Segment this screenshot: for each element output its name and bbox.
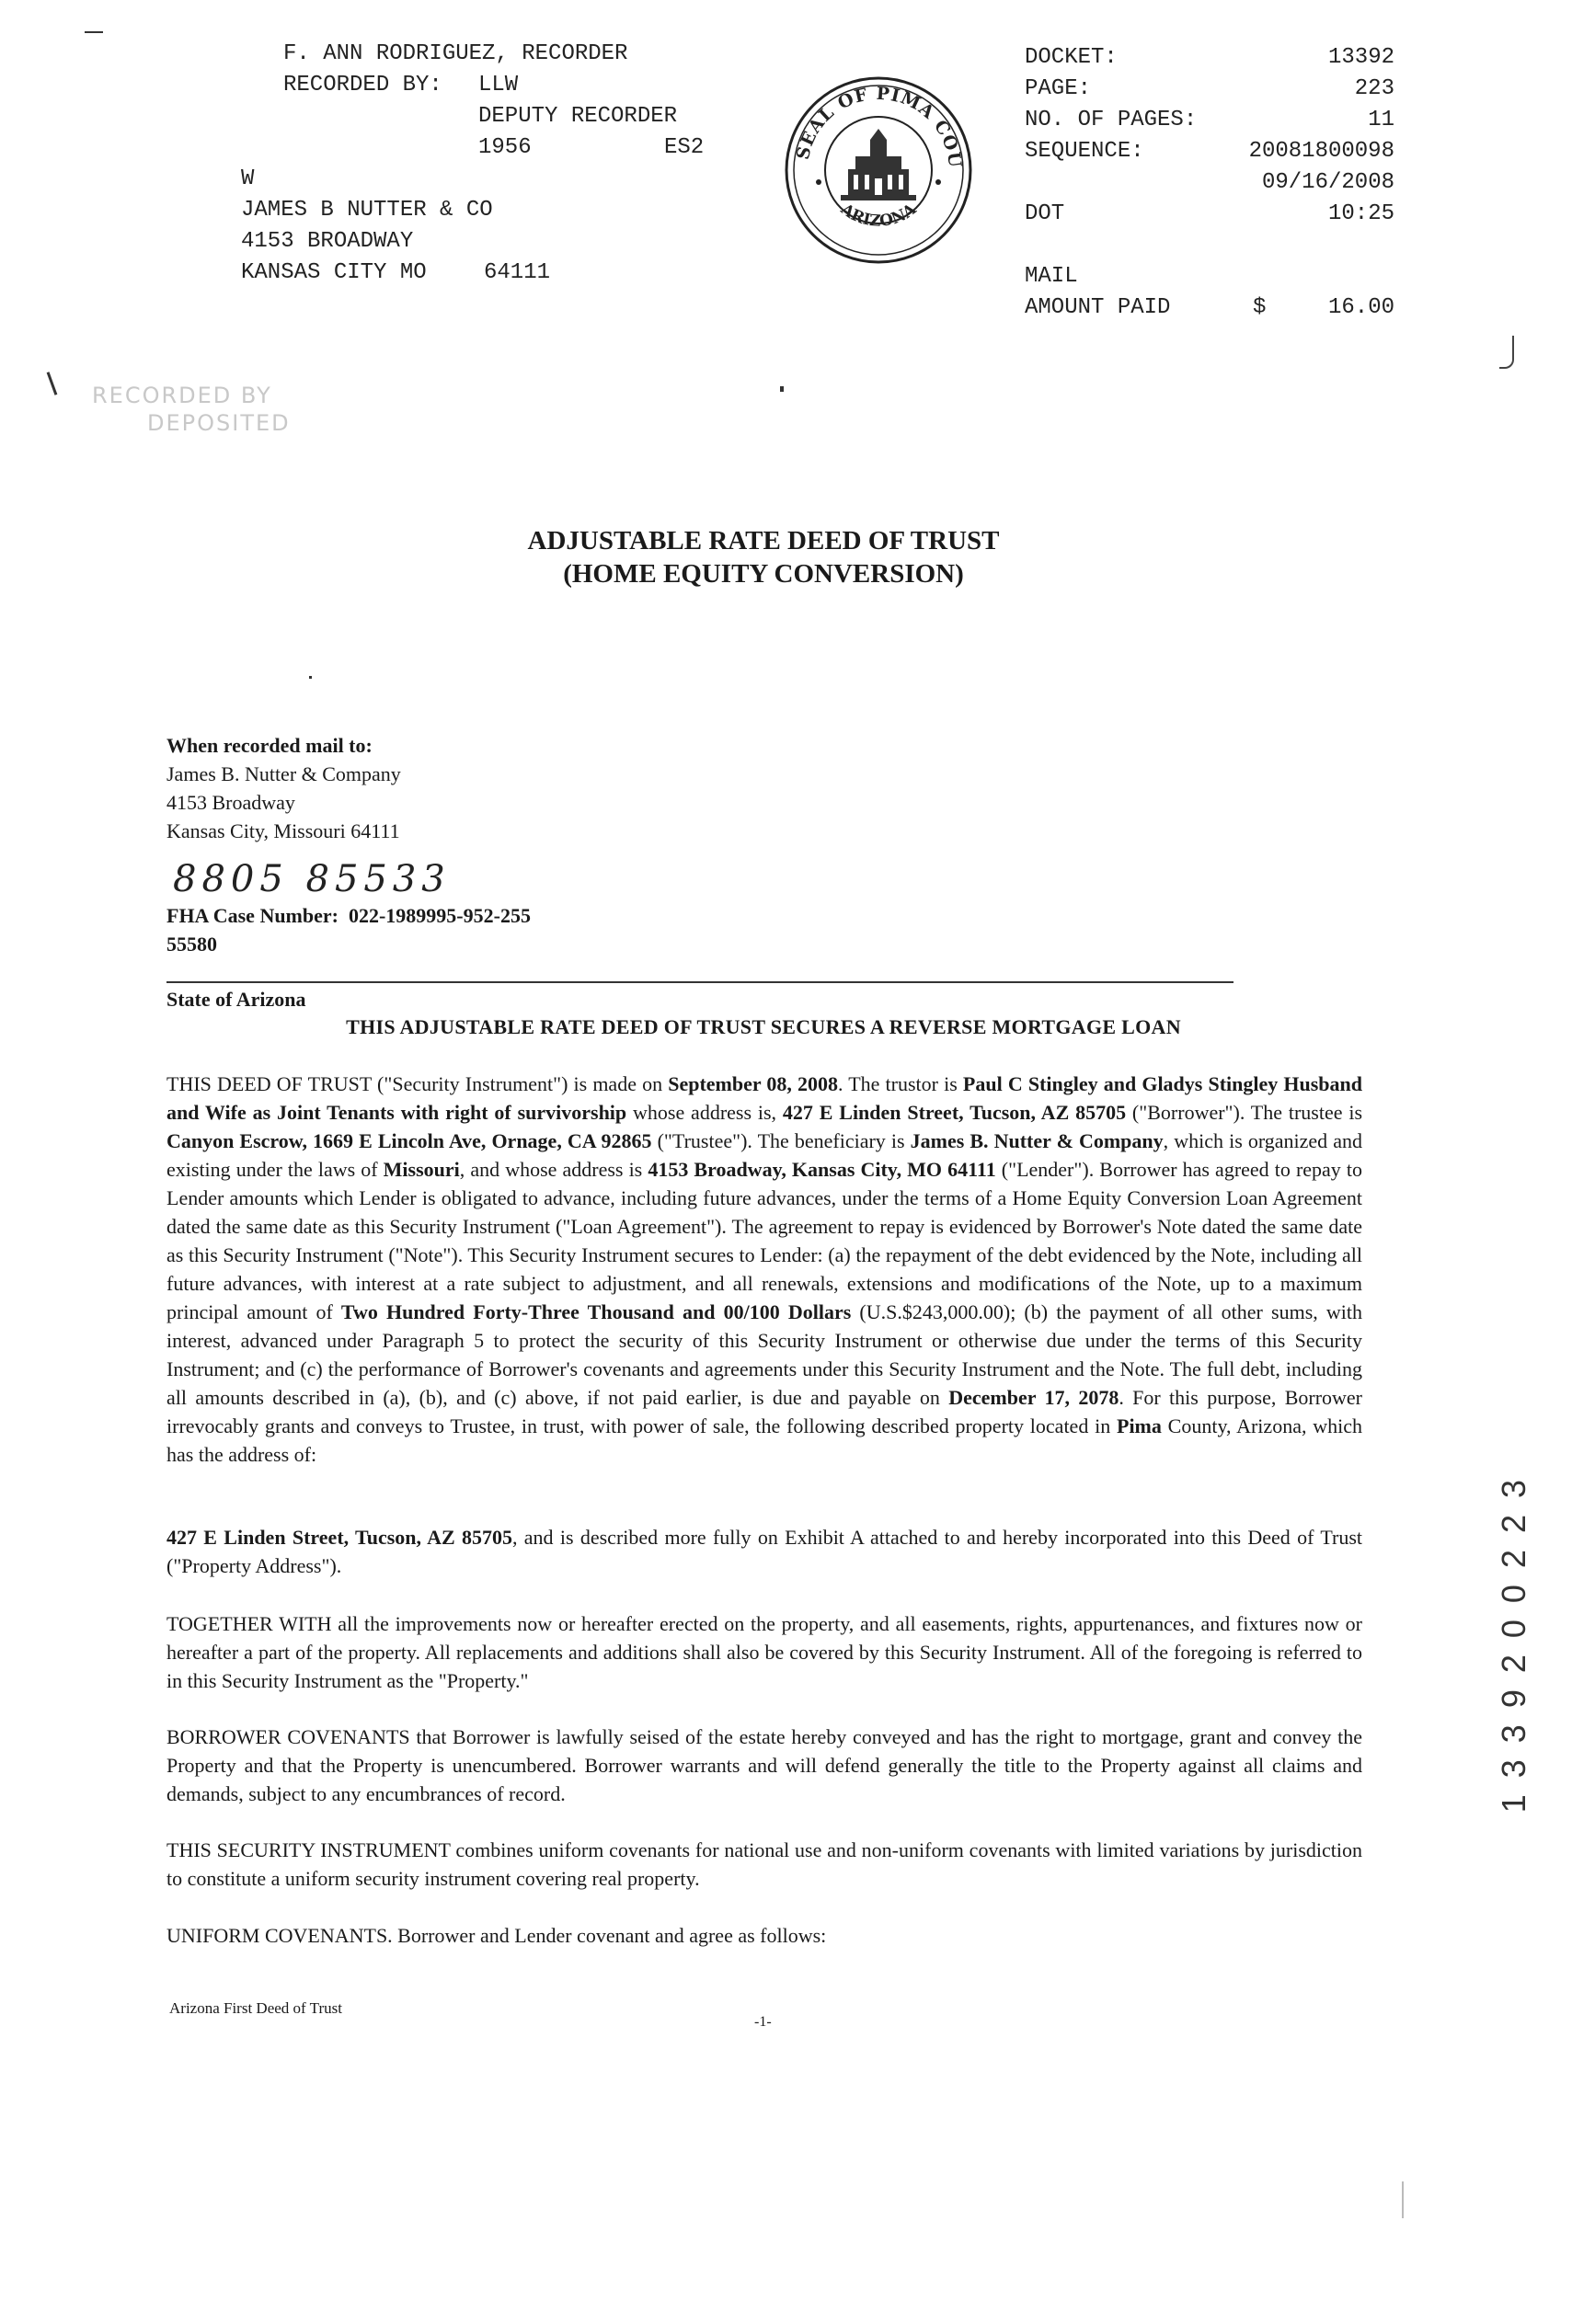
pima-county-seal xyxy=(782,74,975,267)
paragraph-property-address xyxy=(166,1523,1362,1580)
recording-time: 10:25 xyxy=(1327,201,1394,226)
addressee-name: JAMES B NUTTER & CO xyxy=(241,198,493,223)
title-line-2: (HOME EQUITY CONVERSION) xyxy=(563,559,964,589)
recorder-name: F. ANN RODRIGUEZ, RECORDER xyxy=(283,41,628,66)
svg-text:ARIZONA xyxy=(836,200,920,231)
paragraph-together-with: TOGETHER WITH all the improvements now or hereafter erected on the property, and all easements, rights, appurtenances, and fixtures now or hereafter a part of the property. All replacements and additions shall also be covered by this Security Instrument. All of the foregoing is referred to in this Security Instrument as the "Property." xyxy=(166,1612,1362,1692)
stray-dot xyxy=(309,676,312,679)
pages-value: 11 xyxy=(1368,108,1394,132)
recorded-by-value: LLW xyxy=(478,73,519,97)
p1-lender-address: 4153 Broadway, Kansas City, MO 64111 xyxy=(648,1158,996,1181)
w-mark: W xyxy=(241,166,255,191)
addressee-zip: 64111 xyxy=(484,260,551,285)
p1-text-3: whose address is, xyxy=(626,1101,783,1124)
title-line-1: ADJUSTABLE RATE DEED OF TRUST xyxy=(527,526,1000,555)
mail-to-label: When recorded mail to: xyxy=(166,734,373,757)
deputy-recorder-label: DEPUTY RECORDER xyxy=(478,104,678,129)
corner-dash xyxy=(85,31,103,33)
recorded-by-label: RECORDED BY: xyxy=(283,73,442,97)
mail-to-street: 4153 Broadway xyxy=(166,791,295,814)
sequence-label: SEQUENCE: xyxy=(1025,139,1144,164)
paragraph-borrower-covenants: BORROWER COVENANTS that Borrower is lawfully seised of the estate hereby conveyed and has the right to mortgage, grant and convey the Property and that the Property is unencumbered. Borrower warrants and will defend generally the title to the Property against all claims and demands, subject to any encumbrances of record. xyxy=(166,1725,1362,1805)
margin-tick-left xyxy=(47,372,58,395)
recorder-code-1: 1956 xyxy=(478,135,532,160)
fha-block xyxy=(166,901,531,958)
p1-county: Pima xyxy=(1117,1414,1162,1437)
courthouse-icon xyxy=(841,129,916,200)
subtitle: THIS ADJUSTABLE RATE DEED OF TRUST SECURES A REVERSE MORTGAGE LOAN xyxy=(346,1015,1181,1038)
p1-text-10: . For this purpose, Borrower irrevocably grants and conveys to Trustee, in trust, with power of sale, the following described property located in xyxy=(166,1386,1362,1437)
p1-trustor: Paul C Stingley and Gladys Stingley Husband and Wife as Joint Tenants with right of survivorship xyxy=(166,1072,1362,1124)
bottom-margin-mark xyxy=(1402,2181,1404,2218)
addressee-city: KANSAS CITY MO xyxy=(241,260,427,285)
footer-form-name: Arizona First Deed of Trust xyxy=(169,1999,342,2017)
addressee-street: 4153 BROADWAY xyxy=(241,229,414,254)
p1-borrower-address: 427 E Linden Street, Tucson, AZ 85705 xyxy=(782,1101,1127,1124)
docket-value: 13392 xyxy=(1327,45,1394,70)
amount-paid-label: AMOUNT PAID xyxy=(1025,295,1171,320)
margin-dot xyxy=(780,386,784,392)
page-label: PAGE: xyxy=(1025,76,1092,101)
faint-stamp xyxy=(92,382,291,437)
mail-to-city: Kansas City, Missouri 64111 xyxy=(166,819,400,842)
p1-text-5: ("Trustee"). The beneficiary is xyxy=(651,1129,911,1152)
fha-case-number: 022-1989995-952-255 xyxy=(348,904,531,927)
sequence-value: 20081800098 xyxy=(1248,139,1394,164)
p2-text: , and is described more fully on Exhibit A attached to and hereby incorporated into this Deed of Trust ("Property Address"). xyxy=(166,1526,1362,1577)
seal-top-text: SEAL OF PIMA COU xyxy=(792,83,966,170)
seal-bottom-text: ARIZONA xyxy=(837,200,920,231)
p1-beneficiary: James B. Nutter & Company xyxy=(910,1129,1164,1152)
page-value: 223 xyxy=(1354,76,1394,101)
recorder-code-2: ES2 xyxy=(664,135,705,160)
recording-date: 09/16/2008 xyxy=(1261,170,1394,195)
side-document-stamp: 1 3 3 9 2 0 0 2 2 3 xyxy=(1495,1476,1532,1814)
paragraph-intro xyxy=(166,1070,1362,1469)
amount-paid-value: 16.00 xyxy=(1327,295,1394,320)
p1-trustee: Canyon Escrow, 1669 E Lincoln Ave, Ornage, CA 92865 xyxy=(166,1129,652,1152)
p1-text-11: County, Arizona, which has the address of: xyxy=(166,1414,1362,1466)
dot-label: DOT xyxy=(1025,201,1065,226)
mail-to-name: James B. Nutter & Company xyxy=(166,762,401,785)
p1-state: Missouri xyxy=(383,1158,460,1181)
mail-to-block xyxy=(166,731,401,845)
p1-date: September 08, 2008 xyxy=(668,1072,838,1095)
pages-label: NO. OF PAGES: xyxy=(1025,108,1198,132)
fha-code: 55580 xyxy=(166,933,217,956)
currency-symbol: $ xyxy=(1253,295,1267,320)
footer-page-number: -1- xyxy=(754,2014,772,2030)
fha-case-label: FHA Case Number: xyxy=(166,904,338,927)
p2-address: 427 E Linden Street, Tucson, AZ 85705 xyxy=(166,1526,512,1549)
p1-text-8: ("Lender"). Borrower has agreed to repay to Lender amounts which Lender is obligated to advance, including future advances, under the terms of a Home Equity Conversion Loan Agreement dated the same date as this Security Instrument ("Loan Agreement"). The agreement to repay is evidenced by Borrower's Note dated the same date as this Security Instrument ("Note"). This Security Instrument secures to Lender: (a) the repayment of the debt evidenced by the Note, including all future advances, with interest at a rate subject to adjustment, and all renewals, extensions and modifications of the Note, up to a maximum principal amount of xyxy=(166,1158,1362,1323)
faint-stamp-line2: DEPOSITED xyxy=(147,410,291,436)
margin-bracket xyxy=(1499,336,1514,369)
p1-text-6: , which is organized and existing under the laws of xyxy=(166,1129,1362,1181)
state-label: State of Arizona xyxy=(166,988,306,1011)
docket-label: DOCKET: xyxy=(1025,45,1118,70)
p1-text-4: ("Borrower"). The trustee is xyxy=(1126,1101,1363,1124)
p1-text-9: (U.S.$243,000.00); (b) the payment of all other sums, with interest, advanced under Paragraph 5 to protect the security of this Security Instrument or otherwise due under the terms of this Security Instrument; and (c) the performance of Borrower's covenants and agreements under this Security Instrument and the Note. The full debt, including all amounts described in (a), (b), and (c) above, if not paid earlier, is due and payable on xyxy=(166,1300,1362,1409)
horizontal-rule xyxy=(166,981,1234,983)
handwritten-loan-number: 8805 85533 xyxy=(173,858,451,900)
paragraph-security-instrument: THIS SECURITY INSTRUMENT combines uniform covenants for national use and non-uniform covenants with limited variations by jurisdiction to constitute a uniform security instrument covering real property. xyxy=(166,1838,1362,1890)
p1-text-2: . The trustor is xyxy=(837,1072,963,1095)
paragraph-uniform-covenants: UNIFORM COVENANTS. Borrower and Lender covenant and agree as follows: xyxy=(166,1924,827,1947)
p1-text-1: THIS DEED OF TRUST ("Security Instrument") is made on xyxy=(166,1072,669,1095)
p1-text-7: , and whose address is xyxy=(459,1158,648,1181)
p1-principal: Two Hundred Forty-Three Thousand and 00/100 Dollars xyxy=(340,1300,852,1323)
mail-label: MAIL xyxy=(1025,264,1078,289)
document-title xyxy=(0,524,1527,590)
p1-due-date: December 17, 2078 xyxy=(948,1386,1119,1409)
faint-stamp-line1: RECORDED BY xyxy=(92,383,272,408)
